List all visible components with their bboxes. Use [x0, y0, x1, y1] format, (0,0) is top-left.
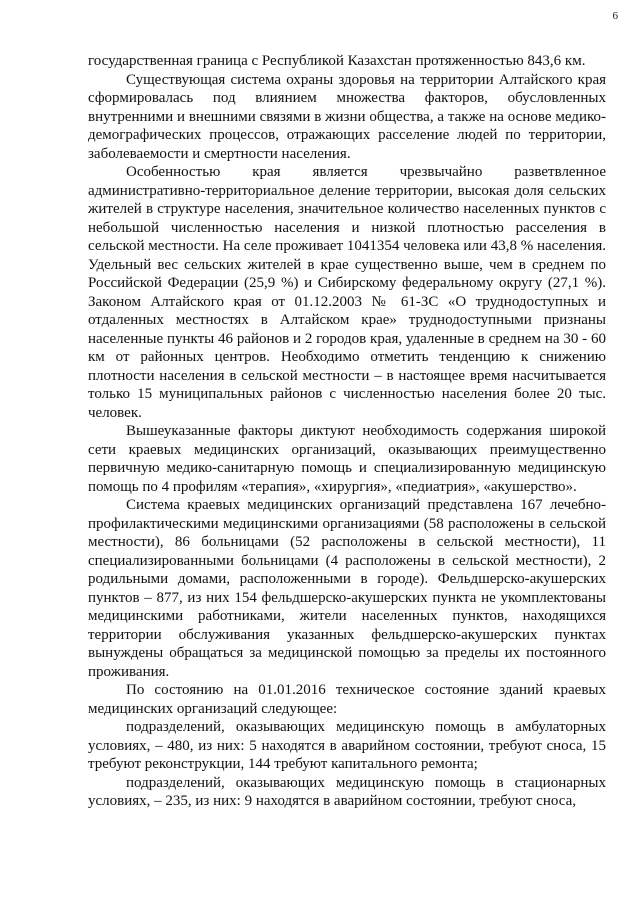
paragraph: По состоянию на 01.01.2016 техническое состояние зданий краевых медицинских организаций следующее: [88, 682, 606, 717]
paragraph: Вышеуказанные факторы диктуют необходимость содержания широкой сети краевых медицинских организаций, оказывающих преимущественно первичную медико-санитарную помощь и специализированную медицинскую помощь по 4 профилям «терапия», «хирургия», «педиатрия», «акушерство». [88, 423, 606, 495]
paragraph: Существующая система охраны здоровья на территории Алтайского края сформировалась под влиянием множества факторов, обусловленных внутренними и внешними связями в жизни общества, а также на основе медико-демографических процессов, отражающих расселение людей по территории, заболеваемости и смертности населения. [88, 71, 606, 162]
document-body [88, 52, 606, 811]
paragraph: подразделений, оказывающих медицинскую помощь в амбулаторных условиях, – 480, из них: 5 находятся в аварийном состоянии, требуют сноса, 15 требуют реконструкции, 144 требуют капитального ремонта; [88, 719, 606, 772]
page-number: 6 [612, 10, 618, 22]
paragraph: государственная граница с Республикой Казахстан протяженностью 843,6 км. [88, 53, 586, 69]
paragraph: Система краевых медицинских организаций представлена 167 лечебно-профилактическими медицинскими организациями (58 расположены в сельской местности), 86 больницами (52 расположены в сельской местности), 11 специализированными больницами (4 расположены в сельской местности), 2 родильными домами, расположенными в городе). Фельдшерско-акушерских пунктов – 877, из них 154 фельдшерско-акушерских пункта не укомплектованы медицинскими работниками, жители населенных пунктов, находящихся территории обслуживания указанных фельдшерско-акушерских пунктах вынуждены обращаться за медицинской помощью за пределы их постоянного проживания. [88, 497, 606, 680]
paragraph: Особенностью края является чрезвычайно разветвленное административно-территориальное деление территории, высокая доля сельских жителей в структуре населения, значительное количество населенных пунктов с небольшой численностью населения и низкой плотностью расселения в сельской местности. На селе проживает 1041354 человека или 43,8 % населения. Удельный вес сельских жителей в крае существенно выше, чем в среднем по Российской Федерации (25,9 %) и Сибирскому федеральному округу (27,1 %). Законом Алтайского края от 01.12.2003 № 61-ЗС «О труднодоступных и отдаленных местностях в Алтайском крае» труднодоступными признаны населенные пункты 46 районов и 2 городов края, удаленные в среднем на 30 - 60 км от районных центров. Необходимо отметить тенденцию к снижению плотности населения в сельской местности – в настоящее время насчитывается только 15 муниципальных районов с численностью населения более 20 тыс. человек. [88, 164, 606, 421]
paragraph: подразделений, оказывающих медицинскую помощь в стационарных условиях, – 235, из них: 9 находятся в аварийном состоянии, требуют сноса, [88, 774, 606, 809]
